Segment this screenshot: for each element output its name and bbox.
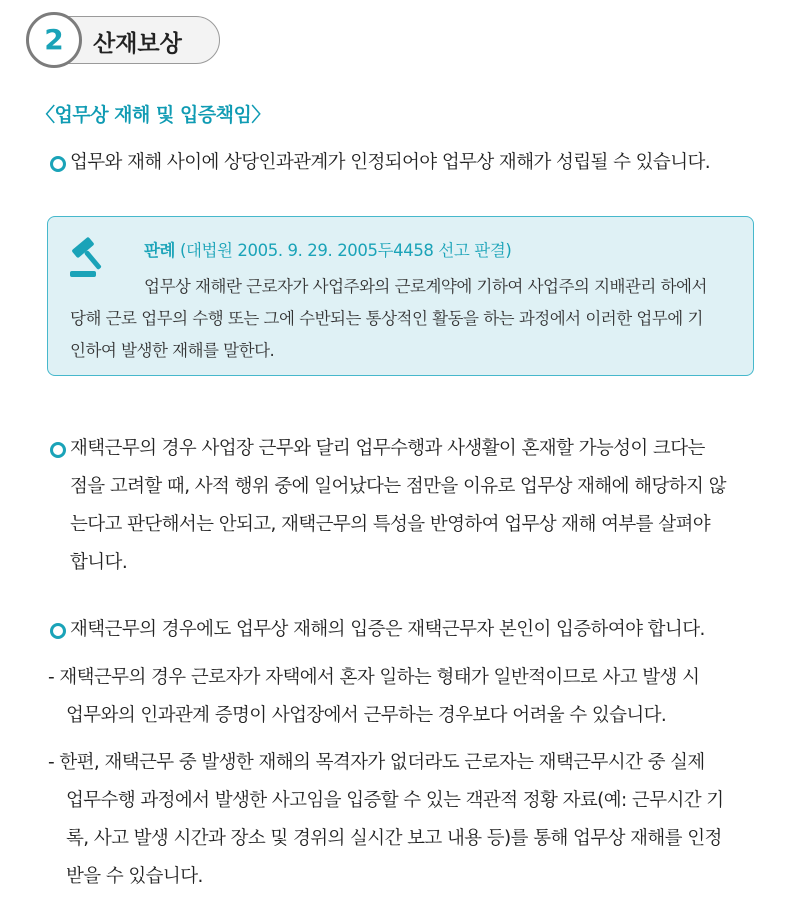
bullet2-line: 재택근무의 경우 사업장 근무와 달리 업무수행과 사생활이 혼재할 가능성이 크다는 bbox=[70, 438, 705, 459]
case-title bbox=[144, 237, 511, 261]
subsection-title: 〈업무상 재해 및 입증책임〉 bbox=[36, 104, 270, 126]
ring-bullet-icon bbox=[50, 623, 66, 639]
dash2-line: 업무수행 과정에서 발생한 사고임을 입증할 수 있는 객관적 정황 자료(예: 근무시간 기 bbox=[66, 790, 724, 811]
case-line: 인하여 발생한 재해를 말한다. bbox=[70, 341, 275, 360]
case-law-box bbox=[47, 216, 754, 376]
case-line: 업무상 재해란 근로자가 사업주와의 근로계약에 기하여 사업주의 지배관리 하에서 bbox=[144, 277, 707, 296]
dash2-line: 록, 사고 발생 시간과 장소 및 경위의 실시간 보고 내용 등)를 통해 업무상 재해를 인정 bbox=[66, 828, 722, 849]
ring-bullet-icon bbox=[50, 156, 66, 172]
bullet2-line: 점을 고려할 때, 사적 행위 중에 일어났다는 점만을 이유로 업무상 재해에 해당하지 않 bbox=[70, 476, 726, 497]
section-number: 2 bbox=[44, 23, 64, 56]
bullet2-line: 는다고 판단해서는 안되고, 재택근무의 특성을 반영하여 업무상 재해 여부를 살펴야 bbox=[70, 514, 711, 535]
dash2-line: - 한편, 재택근무 중 발생한 재해의 목격자가 없더라도 근로자는 재택근무시간 중 실제 bbox=[48, 752, 705, 773]
case-label: 판례 bbox=[144, 241, 176, 260]
dash2-line: 받을 수 있습니다. bbox=[66, 866, 203, 887]
bullet2-line: 합니다. bbox=[70, 552, 128, 573]
section-header bbox=[26, 12, 222, 70]
bullet1-line: 업무와 재해 사이에 상당인과관계가 인정되어야 업무상 재해가 성립될 수 있습니다. bbox=[70, 152, 711, 173]
dash1-line: 업무와의 인과관계 증명이 사업장에서 근무하는 경우보다 어려울 수 있습니다. bbox=[66, 705, 667, 726]
ring-bullet-icon bbox=[50, 442, 66, 458]
case-line: 당해 근로 업무의 수행 또는 그에 수반되는 통상적인 활동을 하는 과정에서 이러한 업무에 기 bbox=[70, 309, 703, 328]
section-number-badge bbox=[26, 12, 82, 68]
dash1-line: - 재택근무의 경우 근로자가 자택에서 혼자 일하는 형태가 일반적이므로 사고 발생 시 bbox=[48, 667, 700, 688]
bullet3-line: 재택근무의 경우에도 업무상 재해의 입증은 재택근무자 본인이 입증하여야 합니다. bbox=[70, 619, 705, 640]
gavel-icon bbox=[66, 235, 112, 283]
case-citation: (대법원 2005. 9. 29. 2005두4458 선고 판결) bbox=[179, 241, 512, 260]
section-header-title: 산재보상 bbox=[93, 31, 182, 57]
